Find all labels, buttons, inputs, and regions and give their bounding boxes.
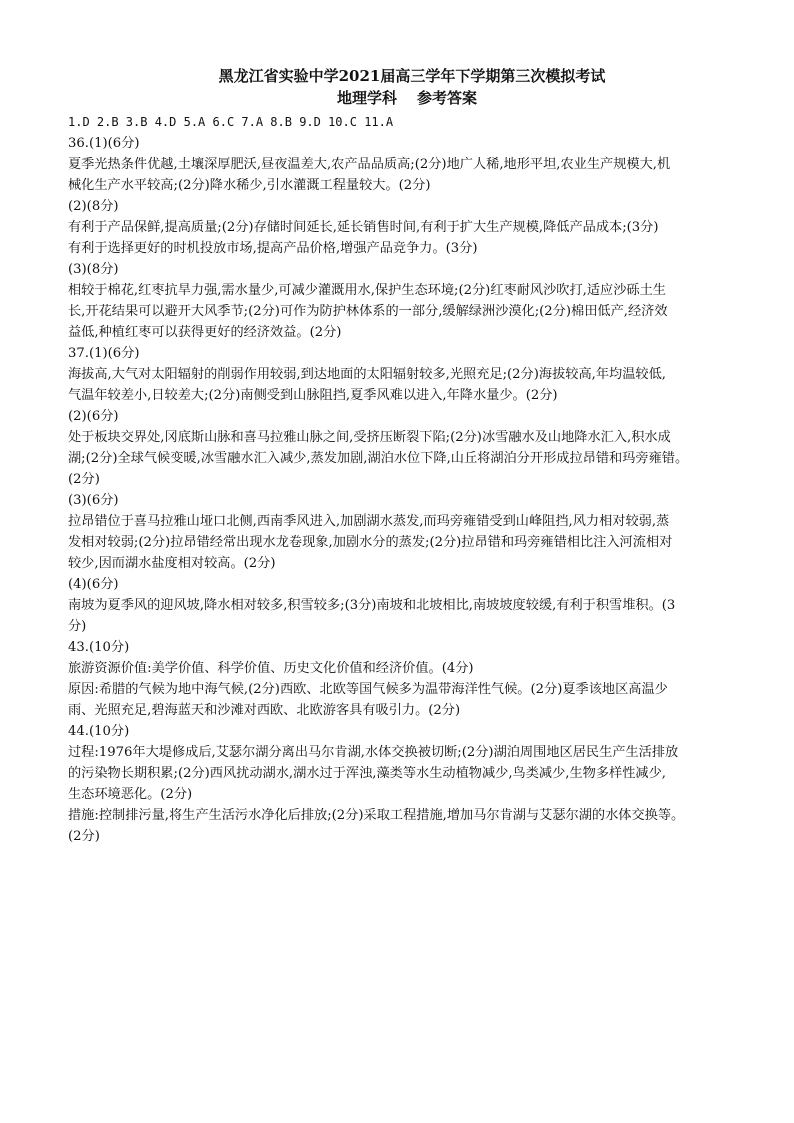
multiple-choice-answers: 1.D 2.B 3.B 4.D 5.A 6.C 7.A 8.B 9.D 10.C 11.A xyxy=(68,115,394,129)
answer-line: 较少,因而湖水盐度相对较高。(2分) xyxy=(68,556,276,571)
answer-line: 36.(1)(6分) xyxy=(68,136,140,151)
answer-line: 过程:1976年大堤修成后,艾瑟尔湖分离出马尔肯湖,水体交换被切断;(2分)湖泊周围地区居民生产生活排放 xyxy=(68,745,679,760)
answer-line: 措施:控制排污量,将生产生活污水净化后排放;(2分)采取工程措施,增加马尔肯湖与艾瑟尔湖的水体交换等。 xyxy=(68,808,685,823)
answer-line: (4)(6分) xyxy=(68,577,119,592)
answer-line: 43.(10分) xyxy=(68,640,130,655)
answer-line: 雨、光照充足,碧海蓝天和沙滩对西欧、北欧游客具有吸引力。(2分) xyxy=(68,703,461,718)
answer-line: (2)(8分) xyxy=(68,199,119,214)
answer-line: (2分) xyxy=(68,829,100,844)
answer-line: 生态环境恶化。(2分) xyxy=(68,787,193,802)
answer-line: 的污染物长期积累;(2分)西风扰动湖水,湖水过于浑浊,藻类等水生动植物减少,鸟类减少,生物多样性减少, xyxy=(68,766,666,781)
exam-title: 黑龙江省实验中学2021届高三学年下学期第三次模拟考试 xyxy=(218,67,606,85)
answer-line: 37.(1)(6分) xyxy=(68,346,140,361)
answer-line: 夏季光热条件优越,土壤深厚肥沃,昼夜温差大,农产品品质高;(2分)地广人稀,地形平坦,农业生产规模大,机 xyxy=(68,157,671,172)
answer-line: 益低,种植红枣可以获得更好的经济效益。(2分) xyxy=(68,325,342,340)
answer-line: 气温年较差小,日较差大;(2分)南侧受到山脉阻挡,夏季风难以进入,年降水量少。(2分) xyxy=(68,388,558,403)
answer-line: (2)(6分) xyxy=(68,409,119,424)
answer-line: 长,开花结果可以避开大风季节;(2分)可作为防护林体系的一部分,缓解绿洲沙漠化;(2分)棉田低产,经济效 xyxy=(68,304,668,319)
answer-content xyxy=(68,112,738,847)
answer-line: (3)(8分) xyxy=(68,262,119,277)
answer-line: 相较于棉花,红枣抗旱力强,需水量少,可减少灌溉用水,保护生态环境;(2分)红枣耐风沙吹打,适应沙砾土生 xyxy=(68,283,666,298)
answer-line: 有利于选择更好的时机投放市场,提高产品价格,增强产品竞争力。(3分) xyxy=(68,241,478,256)
answer-line: 湖;(2分)全球气候变暖,冰雪融水汇入减少,蒸发加剧,湖泊水位下降,山丘将湖泊分开形成拉昂错和玛旁雍错。 xyxy=(68,451,689,466)
answer-line: 械化生产水平较高;(2分)降水稀少,引水灌溉工程量较大。(2分) xyxy=(68,178,431,193)
answer-line: 发相对较弱;(2分)拉昂错经常出现水龙卷现象,加剧水分的蒸发;(2分)拉昂错和玛旁雍错相比注入河流相对 xyxy=(68,535,673,550)
answer-line: 拉昂错位于喜马拉雅山垭口北侧,西南季风进入,加剧湖水蒸发,而玛旁雍错受到山峰阻挡,风力相对较弱,蒸 xyxy=(68,514,670,529)
subject-label: 地理学科 xyxy=(336,89,397,107)
answer-line: (2分) xyxy=(68,472,100,487)
exam-subtitle xyxy=(0,88,794,108)
answer-line: (3)(6分) xyxy=(68,493,119,508)
answer-line: 原因:希腊的气候为地中海气候,(2分)西欧、北欧等国气候多为温带海洋性气候。(2分)夏季该地区高温少 xyxy=(68,682,668,697)
answer-line: 有利于产品保鲜,提高质量;(2分)存储时间延长,延长销售时间,有利于扩大生产规模,降低产品成本;(3分) xyxy=(68,220,659,235)
answer-line: 44.(10分) xyxy=(68,724,130,739)
answer-line: 分) xyxy=(68,619,87,634)
answer-line: 旅游资源价值:美学价值、科学价值、历史文化价值和经济价值。(4分) xyxy=(68,661,474,676)
answer-line: 海拔高,大气对太阳辐射的削弱作用较弱,到达地面的太阳辐射较多,光照充足;(2分)海拔较高,年均温较低, xyxy=(68,367,666,382)
answer-line: 处于板块交界处,冈底斯山脉和喜马拉雅山脉之间,受挤压断裂下陷;(2分)冰雪融水及山地降水汇入,积水成 xyxy=(68,430,671,445)
answer-line: 南坡为夏季风的迎风坡,降水相对较多,积雪较多;(3分)南坡和北坡相比,南坡坡度较缓,有利于积雪堆积。(3 xyxy=(68,598,676,613)
answer-key-label: 参考答案 xyxy=(417,89,478,107)
